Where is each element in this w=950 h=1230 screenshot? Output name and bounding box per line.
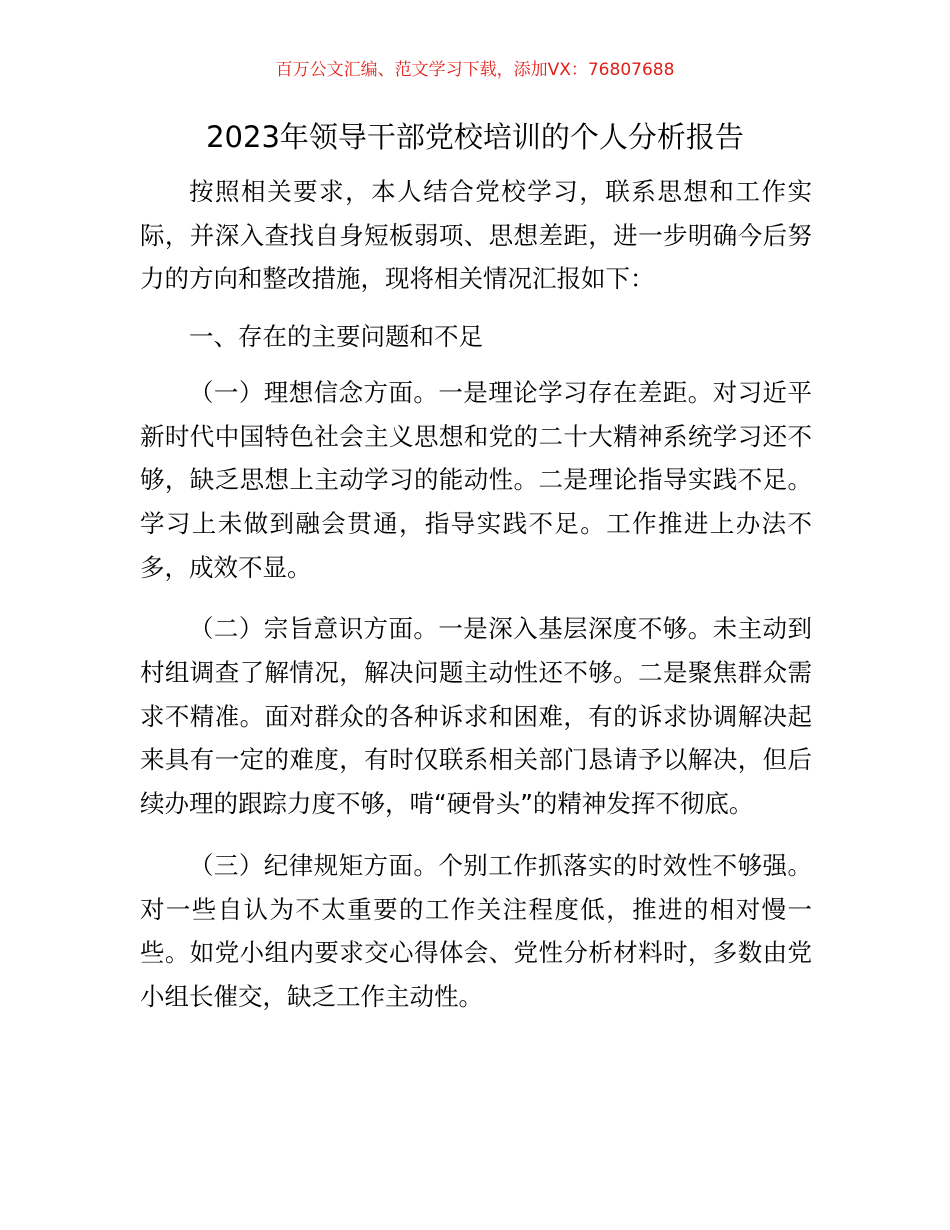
- header-watermark-note: 百万公文汇编、范文学习下载，添加VX：76807688: [275, 60, 675, 80]
- paragraph-purpose-awareness: （二）宗旨意识方面。一是深入基层深度不够。未主动到村组调查了解情况，解决问题主动性还不够。二是聚焦群众需求不精准。面对群众的各种诉求和困难，有的诉求协调解决起来具有一定的难度，有时仅联系相关部门恳请予以解决，但后续办理的跟踪力度不够，啃“硬骨头”的精神发挥不彻底。: [140, 614, 812, 819]
- section-heading-problems: 一、存在的主要问题和不足: [189, 322, 483, 352]
- paragraph-discipline-rules: （三）纪律规矩方面。个别工作抓落实的时效性不够强。对一些自认为不太重要的工作关注程度低，推进的相对慢一些。如党小组内要求交心得体会、党性分析材料时，多数由党小组长催交，缺乏工作主动性。: [140, 850, 812, 1011]
- intro-paragraph: 按照相关要求，本人结合党校学习，联系思想和工作实际，并深入查找自身短板弱项、思想差距，进一步明确今后努力的方向和整改措施，现将相关情况汇报如下：: [140, 177, 812, 294]
- document-title: 2023年领导干部党校培训的个人分析报告: [206, 120, 744, 154]
- paragraph-ideals-beliefs: （一）理想信念方面。一是理论学习存在差距。对习近平新时代中国特色社会主义思想和党的二十大精神系统学习还不够，缺乏思想上主动学习的能动性。二是理论指导实践不足。学习上未做到融会贯通，指导实践不足。工作推进上办法不多，成效不显。: [140, 377, 812, 582]
- document-body: [140, 170, 812, 1019]
